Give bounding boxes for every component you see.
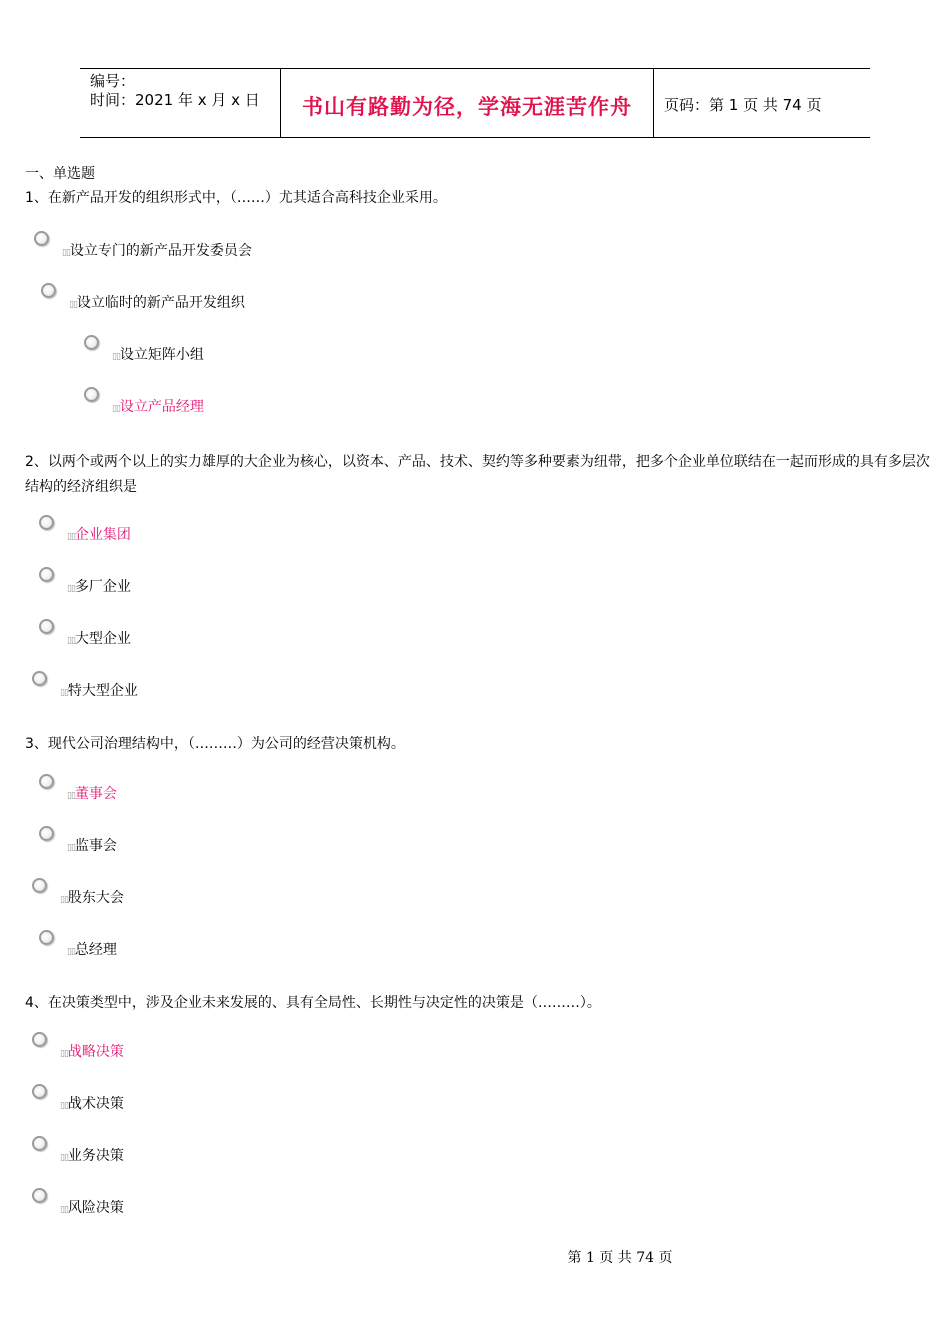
- option-label: 设立专门的新产品开发委员会: [69, 243, 252, 259]
- option-marker: ▯▯: [60, 1101, 68, 1111]
- radio-button[interactable]: [34, 231, 49, 246]
- page-header: [80, 68, 870, 138]
- question-2: 2、以两个或两个以上的实力雄厚的大企业为核心，以资本、产品、技术、契约等多种要素为纽带，把多个企业单位联结在一起而形成的具有多层次结构的经济组织是: [25, 454, 930, 495]
- option-marker: ▯▯: [112, 352, 120, 362]
- option-marker: ▯▯: [60, 1153, 68, 1163]
- option-label: 业务决策: [67, 1148, 124, 1164]
- radio-button[interactable]: [32, 1136, 47, 1151]
- option-label: 设立矩阵小组: [119, 347, 204, 363]
- page-info: 页码：第 1 页 共 74 页: [664, 96, 822, 114]
- radio-button[interactable]: [32, 1032, 47, 1047]
- motto: 书山有路勤为径，学海无涯苦作舟: [302, 94, 632, 119]
- option-label: 特大型企业: [67, 683, 138, 699]
- radio-button[interactable]: [32, 878, 47, 893]
- option-label: 大型企业: [74, 631, 131, 647]
- option-label-correct: 企业集团: [74, 527, 131, 543]
- radio-button[interactable]: [39, 774, 54, 789]
- page-footer: 第 1 页 共 74 页: [567, 1250, 673, 1266]
- option-label-correct: 战略决策: [67, 1044, 124, 1060]
- radio-button[interactable]: [39, 567, 54, 582]
- number-label: 编号：: [90, 72, 136, 90]
- header-page-cell: [654, 69, 870, 137]
- option-label: 总经理: [74, 942, 117, 958]
- option-marker: ▯▯: [60, 895, 68, 905]
- option-label-correct: 董事会: [74, 786, 117, 802]
- radio-button[interactable]: [84, 335, 99, 350]
- option-marker: ▯▯: [60, 688, 68, 698]
- header-left-cell: [80, 69, 281, 137]
- time-label: 时间：2021 年 x 月 x 日: [90, 91, 260, 109]
- radio-button[interactable]: [84, 387, 99, 402]
- radio-button[interactable]: [39, 619, 54, 634]
- header-motto-cell: [281, 69, 654, 137]
- radio-button[interactable]: [39, 826, 54, 841]
- question-3: 3、现代公司治理结构中，（………）为公司的经营决策机构。: [25, 736, 405, 752]
- radio-button[interactable]: [32, 1188, 47, 1203]
- radio-button[interactable]: [32, 1084, 47, 1099]
- option-marker: ▯▯: [67, 843, 75, 853]
- option-marker: ▯▯: [67, 947, 75, 957]
- option-marker: ▯▯: [67, 584, 75, 594]
- option-label: 战术决策: [67, 1096, 124, 1112]
- option-marker: ▯▯: [112, 404, 120, 414]
- option-marker: ▯▯: [67, 532, 75, 542]
- section-title: 一、单选题: [25, 166, 95, 182]
- option-label: 多厂企业: [74, 579, 131, 595]
- option-label-correct: 设立产品经理: [119, 399, 204, 415]
- option-label: 设立临时的新产品开发组织: [76, 295, 245, 311]
- question-4: 4、在决策类型中，涉及企业未来发展的、具有全局性、长期性与决定性的决策是（………）。: [25, 995, 601, 1011]
- radio-button[interactable]: [32, 671, 47, 686]
- option-label: 监事会: [74, 838, 117, 854]
- radio-button[interactable]: [39, 515, 54, 530]
- option-marker: ▯▯: [60, 1049, 68, 1059]
- option-label: 股东大会: [67, 890, 124, 906]
- option-marker: ▯▯: [62, 248, 70, 258]
- option-marker: ▯▯: [69, 300, 77, 310]
- radio-button[interactable]: [41, 283, 56, 298]
- question-1: 1、在新产品开发的组织形式中，（……）尤其适合高科技企业采用。: [25, 190, 447, 206]
- option-marker: ▯▯: [60, 1205, 68, 1215]
- option-marker: ▯▯: [67, 636, 75, 646]
- option-marker: ▯▯: [67, 791, 75, 801]
- radio-button[interactable]: [39, 930, 54, 945]
- option-label: 风险决策: [67, 1200, 124, 1216]
